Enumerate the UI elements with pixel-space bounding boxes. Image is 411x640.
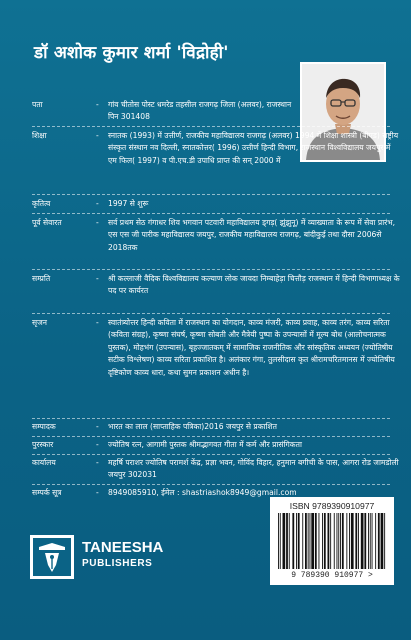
publisher-name: TANEESHA (82, 539, 164, 556)
publisher-logo (30, 535, 164, 585)
barcode-bar (338, 513, 339, 569)
detail-label: पुरस्कार (32, 440, 54, 449)
detail-separator: - (96, 131, 99, 140)
detail-text: भारत का लाल (साप्ताहिक पत्रिका)2016 जयपुर से प्रकाशित (108, 422, 277, 431)
detail-divider (32, 213, 390, 214)
detail-text: सर्व प्रथम सेठ गंगाधर शिव भगवान पटवारी महाविद्यालय ड्गड़( झुंझुनू) में व्याख्याता के रूप में सेवा प्रारंभ, एस एस जी पारीक महाविद्यालय जयपुर, राजकीय महाविद्यालय राजगढ़, बांदीकुई तथा दौसा 2006से 2018तक (108, 218, 396, 252)
detail-separator: - (96, 458, 99, 467)
barcode-bar (378, 513, 380, 569)
barcode-bar (292, 513, 294, 569)
barcode-bar (289, 513, 290, 569)
barcode-bar (364, 513, 366, 569)
detail-separator: - (96, 488, 99, 497)
barcode-bar (305, 513, 307, 569)
detail-divider (32, 484, 390, 485)
barcode-bar (337, 513, 338, 569)
barcode-bar (328, 513, 330, 569)
barcode-bar (322, 513, 323, 569)
detail-separator: - (96, 440, 99, 449)
detail-label: सम्पादक (32, 422, 56, 431)
barcode-bar (308, 513, 309, 569)
barcode-bar (361, 513, 364, 569)
detail-separator: - (96, 318, 99, 327)
detail-separator: - (96, 199, 99, 208)
barcode-bar (310, 513, 311, 569)
detail-separator: - (96, 274, 99, 283)
barcode-bar (311, 513, 314, 569)
detail-divider (32, 454, 390, 455)
barcode-bar (319, 513, 320, 569)
detail-label: कृतित्व (32, 199, 51, 208)
detail-label: पूर्व सेवारत (32, 218, 62, 227)
detail-divider (32, 436, 390, 437)
barcode-bar (384, 513, 385, 569)
barcode-bar (340, 513, 341, 569)
detail-separator: - (96, 422, 99, 431)
barcode-bar (351, 513, 354, 569)
barcode-bar (375, 513, 376, 569)
barcode-bar (346, 513, 347, 569)
barcode-bar (381, 513, 384, 569)
barcode-bar (370, 513, 371, 569)
detail-divider (32, 269, 390, 270)
barcode-bar (372, 513, 373, 569)
barcode-bar (342, 513, 344, 569)
publisher-subtitle: PUBLISHERS (82, 558, 153, 569)
barcode-bar (296, 513, 297, 569)
barcode-bar (280, 513, 281, 569)
author-name-title: डॉ अशोक कुमार शर्मा 'विद्रोही' (34, 43, 229, 63)
detail-divider (32, 313, 390, 314)
barcode-bar (286, 513, 288, 569)
detail-label: सम्पर्क सूत्र (32, 488, 62, 497)
barcode-bars (276, 513, 388, 571)
barcode-bar (298, 513, 300, 569)
barcode-bar (315, 513, 317, 569)
barcode-bar (302, 513, 303, 569)
isbn-barcode (270, 497, 394, 585)
barcode-bar (358, 513, 359, 569)
isbn-label: ISBN 9789390910977 (289, 501, 375, 511)
barcode-bar (283, 513, 286, 569)
detail-label: शिक्षा (32, 131, 47, 140)
detail-text: स्वातंत्र्योत्तर हिन्दी कविता में राजस्थान का योगदान, काव्य मंजरी, काव्य प्रवाह, काव्य तरंग, काव्य सरिता (कविता संग्रह), कृष्णा संघर्ष, कृष्णा सोबती और मैत्रेयी पुष्पा के उपन्यासों में मूल्य बोध (आलोचनात्मक पुस्तक), मोहभंग (उपन्यास), बृहज्जातकम् में सामाजिक राजनीतिक और सांस्कृतिक अध्ययन (ज्योतिषीय सटीक विश्लेषण) काव्य सरिता प्रकाशित है। अलंकार गंगा, तुलसीदास कृत श्रीरामचरितमानस में ज्योतिषीय दृष्टिकोण काव्य धारा, कथा सुमन प्रकाशन अधीन है। (108, 318, 395, 377)
detail-label: पता (32, 100, 43, 109)
barcode-bar (349, 513, 350, 569)
detail-text: गांव चीतोस पोस्ट धमरेड तहसील राजगढ़ जिला (अलवर), राजस्थान पिन 301408 (108, 100, 292, 122)
detail-text: ज्योतिष रत्न, आगामी पुस्तक श्रीमद्भागवत गीता में कर्म और प्रासंगिकता (108, 440, 302, 449)
detail-label: सृजन (32, 318, 47, 327)
pen-nib-icon (30, 535, 74, 579)
detail-divider (32, 126, 390, 127)
detail-divider (32, 418, 390, 419)
detail-label: सम्प्रति (32, 274, 51, 283)
detail-label: कार्यालय (32, 458, 56, 467)
detail-text: स्नातक (1993) में उत्तीर्ण, राजकीय महाविद्यालय राजगढ़ (अलवर) 1994 में शिक्षा शास्त्री (बीएड) राष्ट्रीय संस्कृत संस्थान नव दिल्ली, स्नातकोत्तर( 1996) उत्तीर्ण हिन्दी विभाग, राजस्थान विश्वविद्यालय जयपुर में एम फिल( 1997) व पी.एच.डी उपाधि प्राप्त की सन् 2000 में (108, 131, 399, 165)
barcode-bar (330, 513, 331, 569)
detail-text: महर्षि पराशर ज्योतिष परामर्श केंद्र, प्रज्ञा भवन, गोविंद विहार, हनुमान बगीची के पास, आगरा रोड जामडोली जयपुर 302031 (108, 458, 399, 480)
detail-text: 1997 से शुरू (108, 199, 149, 208)
barcode-bar (278, 513, 279, 569)
detail-text: 8949085910, ईमेल : shastriashok8949@gmail.com (108, 488, 297, 497)
barcode-bar (334, 513, 335, 569)
detail-separator: - (96, 100, 99, 109)
detail-divider (32, 194, 390, 195)
barcode-bar (355, 513, 357, 569)
detail-text: श्री कल्लाजी वैदिक विश्वविद्यालय कल्याण लोक जावदा निम्बाहेड़ा चित्तौड़ राजस्थान में हिन्दी विभागाध्यक्ष के पद पर कार्यरत (108, 274, 400, 296)
barcode-bar (368, 513, 369, 569)
isbn-digits: 9 789390 910977 > (291, 571, 373, 580)
detail-separator: - (96, 218, 99, 227)
barcode-bar (324, 513, 326, 569)
